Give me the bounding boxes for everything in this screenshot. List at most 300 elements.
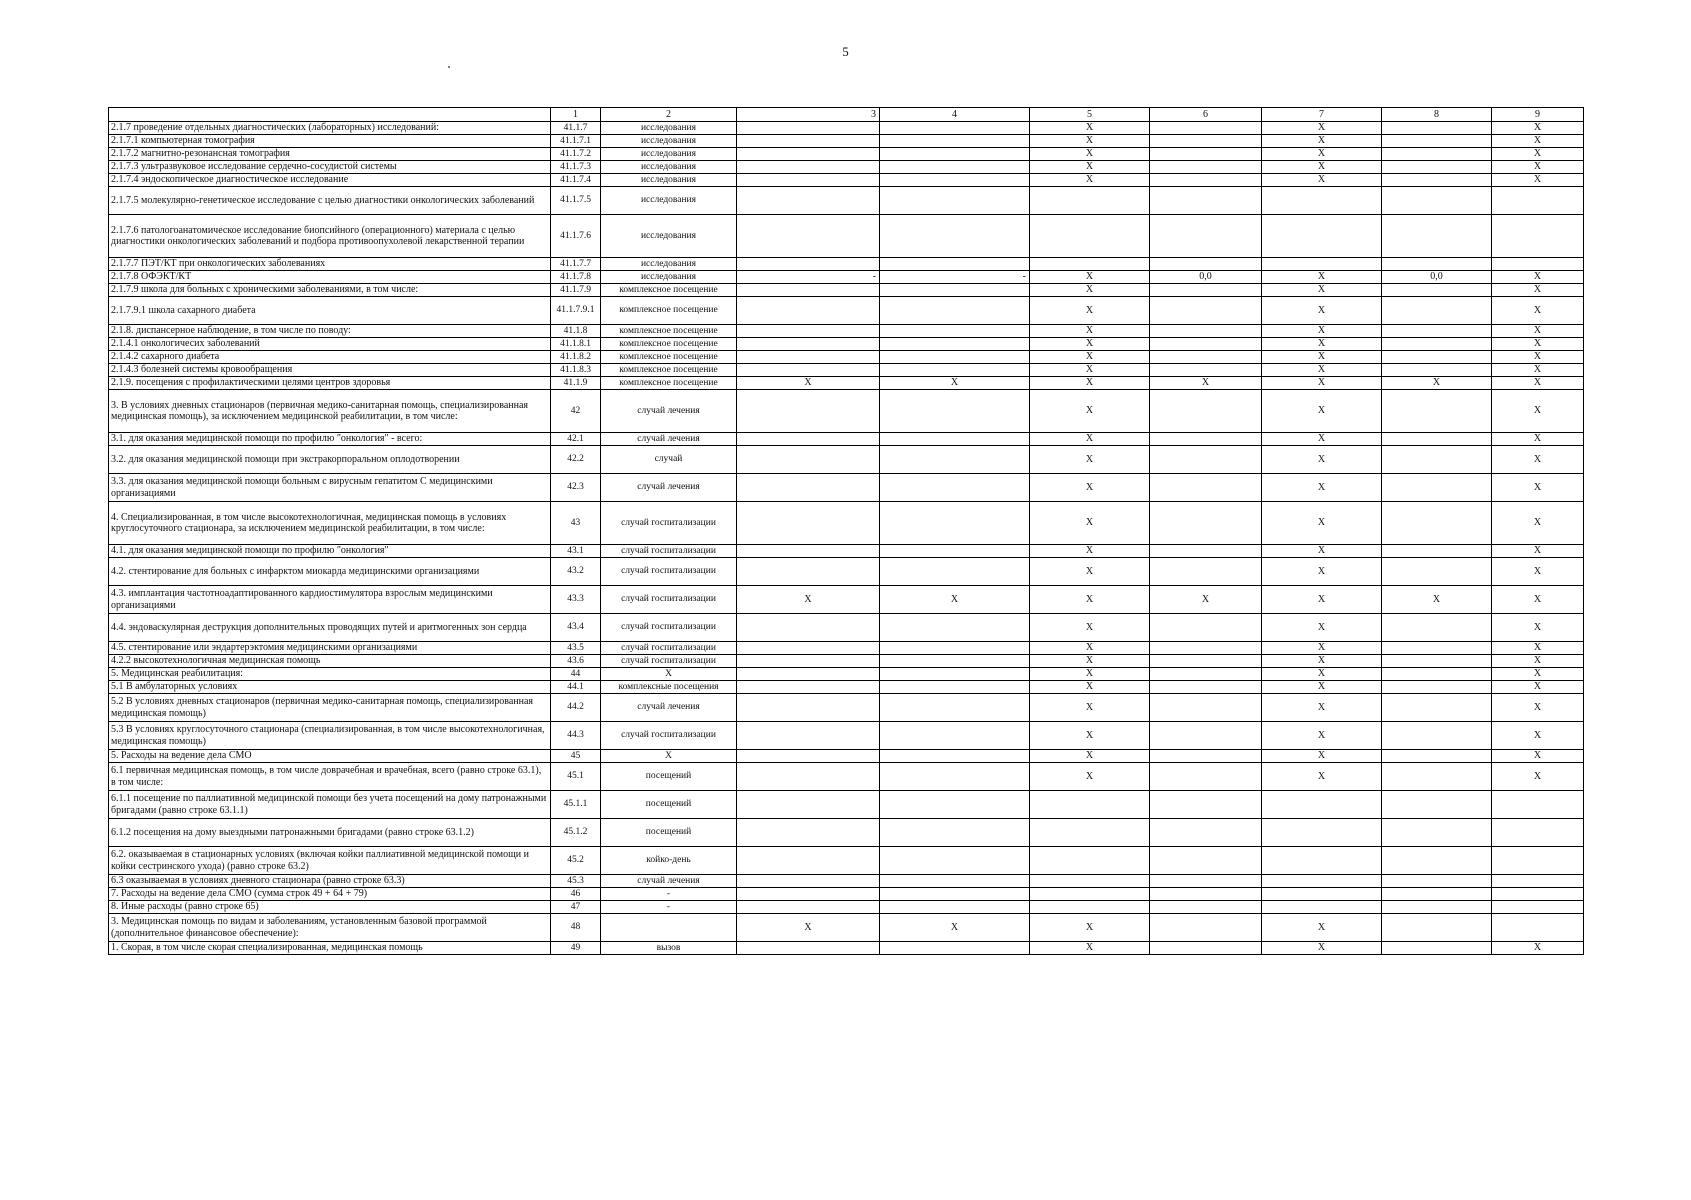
table-row bbox=[109, 187, 1584, 215]
row-unit-cell: исследования bbox=[601, 148, 737, 161]
col-3-cell bbox=[737, 161, 880, 174]
row-unit-cell: посещений bbox=[601, 763, 737, 791]
row-code-cell: 41.1.8.2 bbox=[551, 351, 601, 364]
row-code-cell: 44.3 bbox=[551, 722, 601, 750]
table-row bbox=[109, 474, 1584, 502]
scan-speck bbox=[448, 66, 450, 68]
col-4-cell bbox=[880, 364, 1030, 377]
col-3-cell bbox=[737, 942, 880, 955]
row-code-cell: 41.1.7.4 bbox=[551, 174, 601, 187]
col-7-cell: X bbox=[1262, 614, 1382, 642]
col-5-cell: X bbox=[1030, 135, 1150, 148]
header-cell: 9 bbox=[1492, 108, 1584, 122]
col-9-cell: X bbox=[1492, 763, 1584, 791]
col-9-cell: X bbox=[1492, 174, 1584, 187]
row-code-cell: 43.2 bbox=[551, 558, 601, 586]
table-row bbox=[109, 668, 1584, 681]
col-5-cell bbox=[1030, 187, 1150, 215]
col-5-cell: X bbox=[1030, 914, 1150, 942]
col-9-cell: X bbox=[1492, 271, 1584, 284]
col-3-cell bbox=[737, 545, 880, 558]
row-name-cell: 2.1.4.1 онкологичесих заболеваний bbox=[109, 338, 551, 351]
col-6-cell bbox=[1150, 791, 1262, 819]
row-unit-cell: случай лечения bbox=[601, 474, 737, 502]
col-7-cell: X bbox=[1262, 364, 1382, 377]
col-7-cell: X bbox=[1262, 297, 1382, 325]
col-5-cell: X bbox=[1030, 668, 1150, 681]
col-6-cell bbox=[1150, 161, 1262, 174]
col-5-cell: X bbox=[1030, 558, 1150, 586]
table-row bbox=[109, 446, 1584, 474]
col-5-cell: X bbox=[1030, 763, 1150, 791]
col-8-cell bbox=[1382, 338, 1492, 351]
row-unit-cell: исследования bbox=[601, 258, 737, 271]
col-4-cell: X bbox=[880, 914, 1030, 942]
table-row bbox=[109, 148, 1584, 161]
row-name-cell: 3.3. для оказания медицинской помощи больным с вирусным гепатитом С медицинскими организациями bbox=[109, 474, 551, 502]
row-code-cell: 45.1.1 bbox=[551, 791, 601, 819]
col-7-cell: X bbox=[1262, 942, 1382, 955]
row-name-cell: 3.2. для оказания медицинской помощи при экстракорпоральном оплодотворении bbox=[109, 446, 551, 474]
table-row bbox=[109, 377, 1584, 390]
row-name-cell: 4.4. эндоваскулярная деструкция дополнительных проводящих путей и аритмогенных зон сердца bbox=[109, 614, 551, 642]
col-6-cell bbox=[1150, 847, 1262, 875]
table-row bbox=[109, 819, 1584, 847]
col-4-cell bbox=[880, 545, 1030, 558]
col-4-cell bbox=[880, 258, 1030, 271]
row-unit-cell: случай госпитализации bbox=[601, 502, 737, 545]
col-4-cell bbox=[880, 791, 1030, 819]
col-5-cell: X bbox=[1030, 722, 1150, 750]
row-code-cell: 44 bbox=[551, 668, 601, 681]
col-6-cell bbox=[1150, 390, 1262, 433]
col-4-cell: - bbox=[880, 271, 1030, 284]
row-code-cell: 41.1.7.5 bbox=[551, 187, 601, 215]
col-8-cell bbox=[1382, 655, 1492, 668]
col-6-cell bbox=[1150, 215, 1262, 258]
col-3-cell bbox=[737, 694, 880, 722]
col-7-cell: X bbox=[1262, 325, 1382, 338]
col-6-cell: X bbox=[1150, 586, 1262, 614]
col-6-cell bbox=[1150, 901, 1262, 914]
table-row bbox=[109, 875, 1584, 888]
col-9-cell bbox=[1492, 819, 1584, 847]
col-5-cell bbox=[1030, 847, 1150, 875]
col-5-cell: X bbox=[1030, 122, 1150, 135]
col-9-cell: X bbox=[1492, 338, 1584, 351]
col-5-cell: X bbox=[1030, 297, 1150, 325]
col-4-cell bbox=[880, 161, 1030, 174]
row-unit-cell: исследования bbox=[601, 161, 737, 174]
table-row bbox=[109, 325, 1584, 338]
header-cell bbox=[109, 108, 551, 122]
col-6-cell bbox=[1150, 135, 1262, 148]
row-unit-cell: случай лечения bbox=[601, 390, 737, 433]
row-name-cell: 5.2 В условиях дневных стационаров (первичная медико-санитарная помощь, специализированная медицинская помощь) bbox=[109, 694, 551, 722]
col-9-cell bbox=[1492, 215, 1584, 258]
row-name-cell: 2.1.9. посещения с профилактическими целями центров здоровья bbox=[109, 377, 551, 390]
row-unit-cell bbox=[601, 914, 737, 942]
col-7-cell bbox=[1262, 819, 1382, 847]
col-4-cell bbox=[880, 614, 1030, 642]
col-7-cell bbox=[1262, 888, 1382, 901]
row-name-cell: 2.1.7.2 магнитно-резонансная томография bbox=[109, 148, 551, 161]
col-5-cell: X bbox=[1030, 433, 1150, 446]
col-3-cell bbox=[737, 390, 880, 433]
col-5-cell: X bbox=[1030, 681, 1150, 694]
col-7-cell bbox=[1262, 901, 1382, 914]
col-4-cell bbox=[880, 148, 1030, 161]
col-6-cell bbox=[1150, 914, 1262, 942]
col-8-cell bbox=[1382, 914, 1492, 942]
col-4-cell bbox=[880, 325, 1030, 338]
col-5-cell: X bbox=[1030, 474, 1150, 502]
col-5-cell: X bbox=[1030, 642, 1150, 655]
row-unit-cell: вызов bbox=[601, 942, 737, 955]
row-code-cell: 44.2 bbox=[551, 694, 601, 722]
row-code-cell: 41.1.7.7 bbox=[551, 258, 601, 271]
row-unit-cell: посещений bbox=[601, 791, 737, 819]
row-name-cell: 2.1.8. диспансерное наблюдение, в том числе по поводу: bbox=[109, 325, 551, 338]
col-5-cell: X bbox=[1030, 390, 1150, 433]
row-unit-cell: X bbox=[601, 668, 737, 681]
col-9-cell: X bbox=[1492, 148, 1584, 161]
row-unit-cell: случай госпитализации bbox=[601, 655, 737, 668]
col-3-cell bbox=[737, 297, 880, 325]
col-7-cell: X bbox=[1262, 148, 1382, 161]
col-4-cell bbox=[880, 390, 1030, 433]
col-8-cell bbox=[1382, 888, 1492, 901]
col-6-cell bbox=[1150, 364, 1262, 377]
col-3-cell bbox=[737, 351, 880, 364]
col-8-cell bbox=[1382, 901, 1492, 914]
col-8-cell bbox=[1382, 847, 1492, 875]
header-cell: 8 bbox=[1382, 108, 1492, 122]
col-6-cell bbox=[1150, 722, 1262, 750]
table-row bbox=[109, 791, 1584, 819]
row-name-cell: 6.2. оказываемая в стационарных условиях (включая койки паллиативной медицинской помощи и койки сестринского ухода) (равно строке 63.2) bbox=[109, 847, 551, 875]
col-8-cell bbox=[1382, 942, 1492, 955]
col-6-cell bbox=[1150, 681, 1262, 694]
col-3-cell bbox=[737, 502, 880, 545]
row-code-cell: 42.3 bbox=[551, 474, 601, 502]
row-code-cell: 43.1 bbox=[551, 545, 601, 558]
col-3-cell bbox=[737, 215, 880, 258]
col-5-cell bbox=[1030, 901, 1150, 914]
row-code-cell: 44.1 bbox=[551, 681, 601, 694]
col-6-cell bbox=[1150, 558, 1262, 586]
table-row bbox=[109, 338, 1584, 351]
row-unit-cell: исследования bbox=[601, 187, 737, 215]
col-8-cell: 0,0 bbox=[1382, 271, 1492, 284]
col-9-cell: X bbox=[1492, 545, 1584, 558]
col-9-cell: X bbox=[1492, 284, 1584, 297]
col-6-cell bbox=[1150, 750, 1262, 763]
col-9-cell: X bbox=[1492, 122, 1584, 135]
col-6-cell: 0,0 bbox=[1150, 271, 1262, 284]
col-6-cell bbox=[1150, 942, 1262, 955]
row-code-cell: 43 bbox=[551, 502, 601, 545]
col-7-cell: X bbox=[1262, 433, 1382, 446]
table-row bbox=[109, 694, 1584, 722]
row-unit-cell: случай лечения bbox=[601, 875, 737, 888]
col-3-cell bbox=[737, 681, 880, 694]
col-8-cell bbox=[1382, 215, 1492, 258]
col-8-cell bbox=[1382, 284, 1492, 297]
col-6-cell bbox=[1150, 325, 1262, 338]
col-4-cell bbox=[880, 351, 1030, 364]
col-6-cell bbox=[1150, 819, 1262, 847]
col-3-cell bbox=[737, 791, 880, 819]
col-6-cell bbox=[1150, 545, 1262, 558]
col-6-cell bbox=[1150, 122, 1262, 135]
row-unit-cell: случай госпитализации bbox=[601, 558, 737, 586]
col-7-cell: X bbox=[1262, 694, 1382, 722]
col-3-cell bbox=[737, 433, 880, 446]
col-5-cell: X bbox=[1030, 446, 1150, 474]
col-9-cell: X bbox=[1492, 364, 1584, 377]
col-4-cell: X bbox=[880, 377, 1030, 390]
row-code-cell: 41.1.8.3 bbox=[551, 364, 601, 377]
col-5-cell: X bbox=[1030, 284, 1150, 297]
col-4-cell bbox=[880, 558, 1030, 586]
header-cell: 3 bbox=[737, 108, 880, 122]
col-3-cell bbox=[737, 722, 880, 750]
col-8-cell bbox=[1382, 474, 1492, 502]
col-7-cell: X bbox=[1262, 474, 1382, 502]
table-row bbox=[109, 122, 1584, 135]
col-4-cell bbox=[880, 681, 1030, 694]
col-8-cell bbox=[1382, 763, 1492, 791]
table-row bbox=[109, 914, 1584, 942]
col-4-cell bbox=[880, 668, 1030, 681]
row-unit-cell: - bbox=[601, 901, 737, 914]
col-3-cell bbox=[737, 655, 880, 668]
col-7-cell: X bbox=[1262, 763, 1382, 791]
col-3-cell bbox=[737, 888, 880, 901]
col-9-cell: X bbox=[1492, 351, 1584, 364]
table-row bbox=[109, 763, 1584, 791]
row-code-cell: 41.1.7.2 bbox=[551, 148, 601, 161]
header-cell: 1 bbox=[551, 108, 601, 122]
row-name-cell: 2.1.7.3 ультразвуковое исследование сердечно-сосудистой системы bbox=[109, 161, 551, 174]
row-code-cell: 42.1 bbox=[551, 433, 601, 446]
row-code-cell: 45.2 bbox=[551, 847, 601, 875]
row-name-cell: 2.1.4.3 болезней системы кровообращения bbox=[109, 364, 551, 377]
col-9-cell: X bbox=[1492, 325, 1584, 338]
table-row bbox=[109, 364, 1584, 377]
col-6-cell bbox=[1150, 433, 1262, 446]
col-4-cell bbox=[880, 750, 1030, 763]
col-6-cell bbox=[1150, 614, 1262, 642]
row-name-cell: 3.1. для оказания медицинской помощи по профилю "онкология" - всего: bbox=[109, 433, 551, 446]
row-name-cell: 6.1.2 посещения на дому выездными патронажными бригадами (равно строке 63.1.2) bbox=[109, 819, 551, 847]
col-9-cell: X bbox=[1492, 722, 1584, 750]
row-name-cell: 2.1.7.1 компьютерная томография bbox=[109, 135, 551, 148]
col-9-cell: X bbox=[1492, 474, 1584, 502]
col-8-cell bbox=[1382, 433, 1492, 446]
col-9-cell: X bbox=[1492, 694, 1584, 722]
table-row bbox=[109, 271, 1584, 284]
row-code-cell: 42 bbox=[551, 390, 601, 433]
row-code-cell: 43.5 bbox=[551, 642, 601, 655]
header-cell: 5 bbox=[1030, 108, 1150, 122]
col-9-cell bbox=[1492, 875, 1584, 888]
row-unit-cell: комплексное посещение bbox=[601, 284, 737, 297]
row-name-cell: 5. Расходы на ведение дела СМО bbox=[109, 750, 551, 763]
col-5-cell: X bbox=[1030, 655, 1150, 668]
col-6-cell bbox=[1150, 187, 1262, 215]
col-9-cell: X bbox=[1492, 135, 1584, 148]
col-4-cell bbox=[880, 215, 1030, 258]
col-8-cell bbox=[1382, 351, 1492, 364]
col-4-cell bbox=[880, 135, 1030, 148]
col-9-cell bbox=[1492, 888, 1584, 901]
col-5-cell: X bbox=[1030, 694, 1150, 722]
row-unit-cell: - bbox=[601, 888, 737, 901]
col-9-cell: X bbox=[1492, 390, 1584, 433]
col-3-cell: X bbox=[737, 377, 880, 390]
row-code-cell: 41.1.7.9 bbox=[551, 284, 601, 297]
table-row bbox=[109, 135, 1584, 148]
col-8-cell bbox=[1382, 325, 1492, 338]
col-4-cell bbox=[880, 642, 1030, 655]
row-code-cell: 43.4 bbox=[551, 614, 601, 642]
col-4-cell bbox=[880, 433, 1030, 446]
col-8-cell bbox=[1382, 614, 1492, 642]
row-code-cell: 41.1.8 bbox=[551, 325, 601, 338]
row-unit-cell: случай госпитализации bbox=[601, 614, 737, 642]
col-5-cell: X bbox=[1030, 161, 1150, 174]
row-code-cell: 45 bbox=[551, 750, 601, 763]
col-5-cell: X bbox=[1030, 271, 1150, 284]
row-code-cell: 41.1.7 bbox=[551, 122, 601, 135]
col-7-cell: X bbox=[1262, 668, 1382, 681]
col-7-cell: X bbox=[1262, 122, 1382, 135]
row-unit-cell: исследования bbox=[601, 174, 737, 187]
col-8-cell bbox=[1382, 187, 1492, 215]
row-name-cell: 2.1.7.7 ПЭТ/КТ при онкологических заболеваниях bbox=[109, 258, 551, 271]
row-unit-cell: исследования bbox=[601, 215, 737, 258]
col-4-cell bbox=[880, 174, 1030, 187]
table-row bbox=[109, 390, 1584, 433]
col-9-cell bbox=[1492, 187, 1584, 215]
col-9-cell: X bbox=[1492, 655, 1584, 668]
table-row bbox=[109, 586, 1584, 614]
col-5-cell bbox=[1030, 258, 1150, 271]
row-code-cell: 41.1.9 bbox=[551, 377, 601, 390]
row-code-cell: 45.3 bbox=[551, 875, 601, 888]
table-row bbox=[109, 174, 1584, 187]
row-code-cell: 48 bbox=[551, 914, 601, 942]
table-row bbox=[109, 888, 1584, 901]
col-8-cell bbox=[1382, 390, 1492, 433]
col-4-cell bbox=[880, 338, 1030, 351]
col-4-cell bbox=[880, 502, 1030, 545]
col-3-cell: - bbox=[737, 271, 880, 284]
row-name-cell: 5. Медицинская реабилитация: bbox=[109, 668, 551, 681]
col-9-cell: X bbox=[1492, 586, 1584, 614]
col-8-cell bbox=[1382, 875, 1492, 888]
col-5-cell: X bbox=[1030, 750, 1150, 763]
row-code-cell: 43.6 bbox=[551, 655, 601, 668]
row-name-cell: 4.5. стентирование или эндартерэктомия медицинскими организациями bbox=[109, 642, 551, 655]
col-8-cell bbox=[1382, 750, 1492, 763]
col-3-cell bbox=[737, 875, 880, 888]
col-3-cell bbox=[737, 819, 880, 847]
row-unit-cell: случай госпитализации bbox=[601, 586, 737, 614]
col-8-cell: X bbox=[1382, 586, 1492, 614]
col-6-cell bbox=[1150, 284, 1262, 297]
column-number-row bbox=[109, 108, 1584, 122]
col-7-cell: X bbox=[1262, 642, 1382, 655]
col-8-cell bbox=[1382, 681, 1492, 694]
indicators-table bbox=[108, 107, 1584, 955]
row-code-cell: 41.1.7.1 bbox=[551, 135, 601, 148]
col-4-cell bbox=[880, 122, 1030, 135]
col-4-cell: X bbox=[880, 586, 1030, 614]
col-9-cell: X bbox=[1492, 433, 1584, 446]
col-7-cell: X bbox=[1262, 174, 1382, 187]
col-9-cell: X bbox=[1492, 161, 1584, 174]
row-code-cell: 41.1.7.8 bbox=[551, 271, 601, 284]
col-3-cell bbox=[737, 558, 880, 586]
col-6-cell bbox=[1150, 446, 1262, 474]
col-7-cell bbox=[1262, 847, 1382, 875]
row-unit-cell: комплексное посещение bbox=[601, 325, 737, 338]
col-6-cell bbox=[1150, 502, 1262, 545]
col-3-cell bbox=[737, 258, 880, 271]
row-name-cell: 4.2. стентирование для больных с инфарктом миокарда медицинскими организациями bbox=[109, 558, 551, 586]
table-row bbox=[109, 750, 1584, 763]
col-6-cell bbox=[1150, 642, 1262, 655]
row-unit-cell: случай госпитализации bbox=[601, 722, 737, 750]
col-9-cell: X bbox=[1492, 558, 1584, 586]
col-7-cell: X bbox=[1262, 338, 1382, 351]
header-cell: 6 bbox=[1150, 108, 1262, 122]
row-code-cell: 49 bbox=[551, 942, 601, 955]
col-4-cell bbox=[880, 847, 1030, 875]
col-7-cell: X bbox=[1262, 351, 1382, 364]
table-row bbox=[109, 215, 1584, 258]
col-7-cell: X bbox=[1262, 586, 1382, 614]
col-6-cell bbox=[1150, 763, 1262, 791]
col-6-cell bbox=[1150, 694, 1262, 722]
col-8-cell bbox=[1382, 446, 1492, 474]
row-code-cell: 45.1 bbox=[551, 763, 601, 791]
col-9-cell bbox=[1492, 258, 1584, 271]
table-row bbox=[109, 642, 1584, 655]
col-9-cell: X bbox=[1492, 642, 1584, 655]
col-3-cell bbox=[737, 474, 880, 502]
col-9-cell: X bbox=[1492, 750, 1584, 763]
col-7-cell bbox=[1262, 258, 1382, 271]
col-6-cell: X bbox=[1150, 377, 1262, 390]
col-6-cell bbox=[1150, 148, 1262, 161]
table-row bbox=[109, 901, 1584, 914]
col-8-cell bbox=[1382, 642, 1492, 655]
row-name-cell: 5.1 В амбулаторных условиях bbox=[109, 681, 551, 694]
row-unit-cell: комплексное посещение bbox=[601, 338, 737, 351]
row-unit-cell: койко-день bbox=[601, 847, 737, 875]
col-5-cell: X bbox=[1030, 614, 1150, 642]
header-cell: 4 bbox=[880, 108, 1030, 122]
table-row bbox=[109, 722, 1584, 750]
col-8-cell bbox=[1382, 174, 1492, 187]
row-name-cell: 3. Медицинская помощь по видам и заболеваниям, установленным базовой программой (дополнительное финансовое обеспечение): bbox=[109, 914, 551, 942]
row-name-cell: 2.1.7.6 патологоанатомическое исследование биопсийного (операционного) материала с целью диагностики онкологических заболеваний и подбора противоопухолевой лекарственной терапии bbox=[109, 215, 551, 258]
col-5-cell bbox=[1030, 819, 1150, 847]
